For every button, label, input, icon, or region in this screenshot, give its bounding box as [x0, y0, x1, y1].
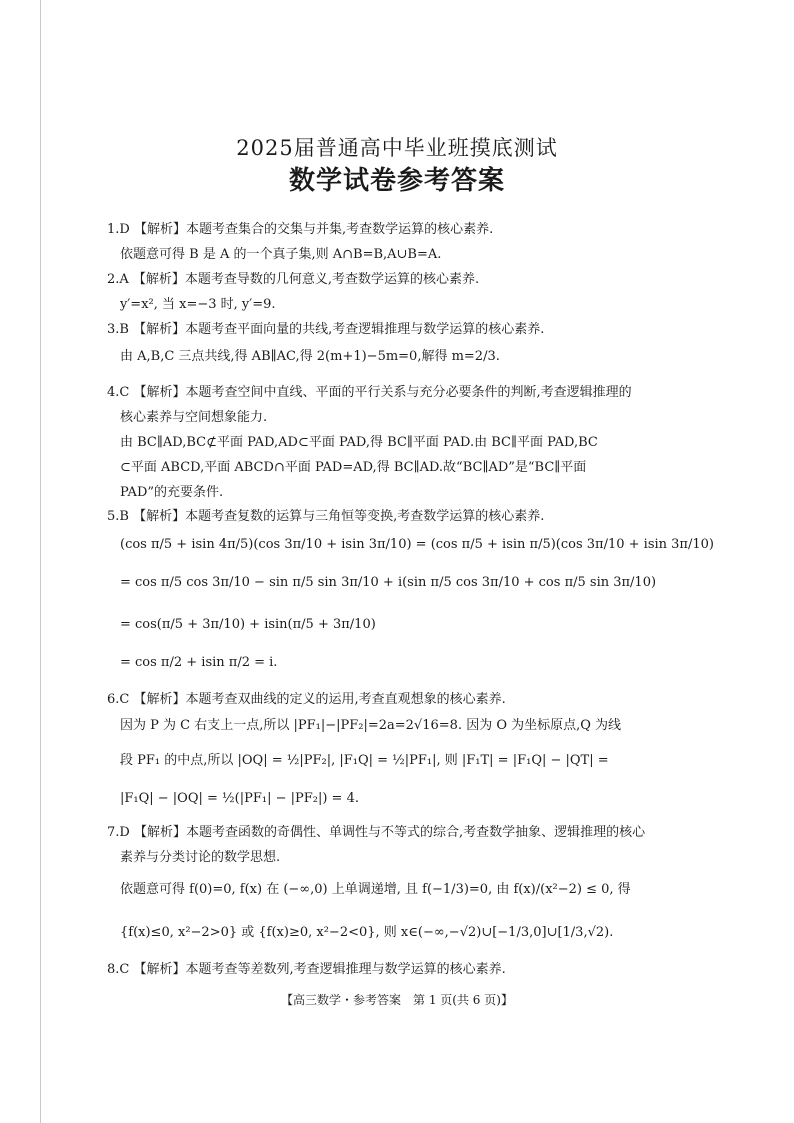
answer-2-line: y′=x², 当 x=−3 时, y′=9. — [120, 297, 276, 312]
answer-4-line: 核心素养与空间想象能力. — [120, 410, 268, 425]
answer-7-line: 素养与分类讨论的数学思想. — [120, 850, 281, 865]
answer-6-line: 因为 P 为 C 右支上一点,所以 |PF₁|−|PF₂|=2a=2√16=8. 因为 O 为坐标原点,Q 为线 — [120, 718, 622, 733]
page-footer: 【高三数学・参考答案 第 1 页(共 6 页)】 — [281, 993, 513, 1007]
answer-6-line: 段 PF₁ 的中点,所以 |OQ| = ½|PF₂|, |F₁Q| = ½|PF₁|, 则 |F₁T| = |F₁Q| − |QT| = — [120, 753, 609, 768]
answer-6-head: 6.C 【解析】本题考查双曲线的定义的运用,考查直观想象的核心素养. — [107, 692, 506, 707]
answer-7-line: {f(x)≤0, x²−2>0} 或 {f(x)≥0, x²−2<0}, 则 x∈(−∞,−√2)∪[−1/3,0]∪[1/3,√2). — [120, 925, 614, 940]
answer-1-line: 依题意可得 B 是 A 的一个真子集,则 A∩B=B,A∪B=A. — [120, 247, 442, 262]
answer-4-head: 4.C 【解析】本题考查空间中直线、平面的平行关系与充分必要条件的判断,考查逻辑推理的 — [107, 385, 632, 400]
answer-6-line: |F₁Q| − |OQ| = ½(|PF₁| − |PF₂|) = 4. — [120, 791, 359, 806]
answer-3-line: 由 A,B,C 三点共线,得 AB∥AC,得 2(m+1)−5m=0,解得 m=2/3. — [120, 349, 500, 364]
answer-4-line: PAD”的充要条件. — [120, 485, 224, 500]
answer-2-head: 2.A 【解析】本题考查导数的几何意义,考查数学运算的核心素养. — [107, 272, 480, 287]
answer-7-head: 7.D 【解析】本题考查函数的奇偶性、单调性与不等式的综合,考查数学抽象、逻辑推理的核心 — [107, 825, 646, 840]
answer-5-line: = cos π/5 cos 3π/10 − sin π/5 sin 3π/10 + i(sin π/5 cos 3π/10 + cos π/5 sin 3π/10) — [120, 575, 657, 590]
answer-8-head: 8.C 【解析】本题考查等差数列,考查逻辑推理与数学运算的核心素养. — [107, 962, 506, 977]
answer-5-head: 5.B 【解析】本题考查复数的运算与三角恒等变换,考查数学运算的核心素养. — [107, 509, 545, 524]
answer-3-head: 3.B 【解析】本题考查平面向量的共线,考查逻辑推理与数学运算的核心素养. — [107, 322, 545, 337]
answer-5-line: = cos(π/5 + 3π/10) + isin(π/5 + 3π/10) — [120, 617, 376, 632]
exam-title: 2025届普通高中毕业班摸底测试 — [236, 136, 558, 160]
answer-1-head: 1.D 【解析】本题考查集合的交集与并集,考查数学运算的核心素养. — [107, 222, 494, 237]
answer-4-line: 由 BC∥AD,BC⊄平面 PAD,AD⊂平面 PAD,得 BC∥平面 PAD.由 BC∥平面 PAD,BC — [120, 435, 598, 450]
answer-5-line: (cos π/5 + isin 4π/5)(cos 3π/10 + isin 3π/10) = (cos π/5 + isin π/5)(cos 3π/10 + isin 3π/10) — [120, 537, 714, 552]
answer-4-line: ⊂平面 ABCD,平面 ABCD∩平面 PAD=AD,得 BC∥AD.故“BC∥AD”是“BC∥平面 — [120, 460, 587, 475]
answer-7-line: 依题意可得 f(0)=0, f(x) 在 (−∞,0) 上单调递增, 且 f(−1/3)=0, 由 f(x)/(x²−2) ≤ 0, 得 — [120, 882, 631, 897]
answer-5-line: = cos π/2 + isin π/2 = i. — [120, 655, 278, 670]
page-title: 数学试卷参考答案 — [288, 166, 505, 196]
